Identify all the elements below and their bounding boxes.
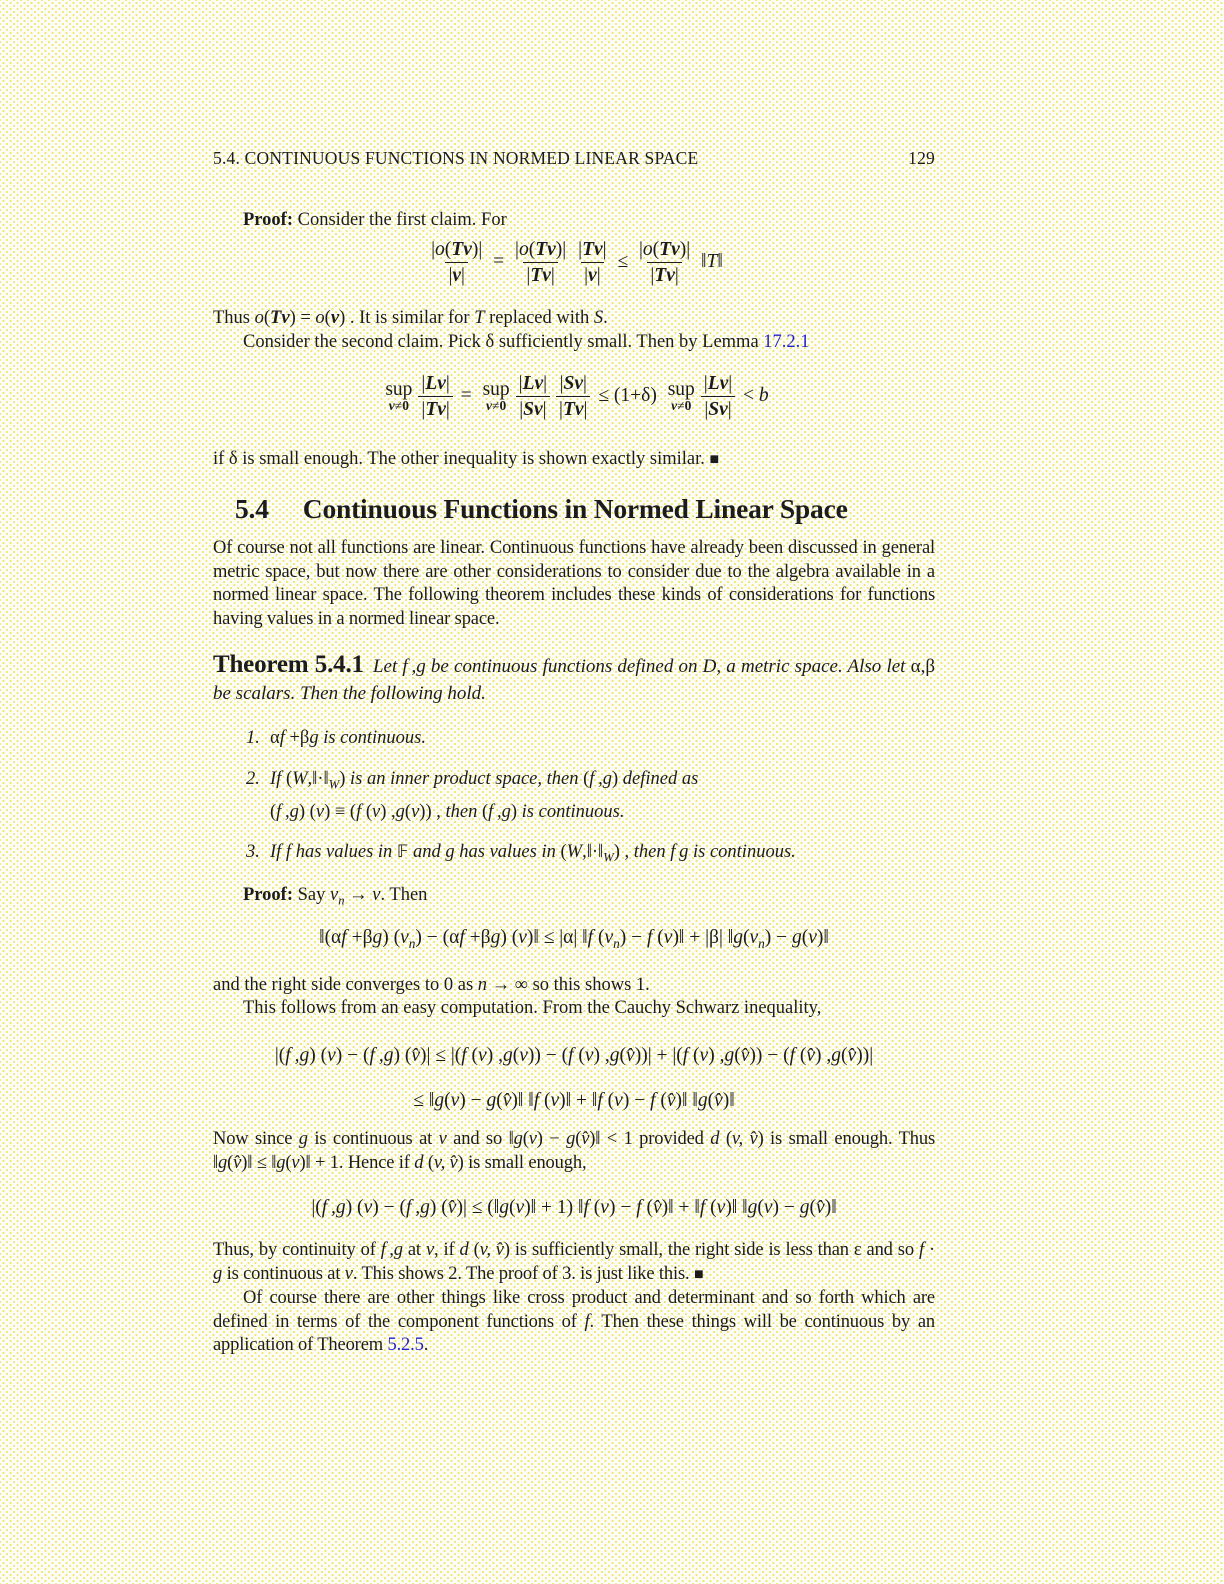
item-text-line-2: (f ,g) (v) ≡ (f (v) ,g(v)) , then (f ,g) is continuous. [270, 801, 625, 822]
section-heading [213, 492, 957, 526]
thus-continuity-paragraph: Thus, by continuity of f ,g at v, if d (v, v̂) is sufficiently small, the right side is less than ε and so f · g is continuous at v. This shows 2. The proof of 3. is just like this. ■ [213, 1240, 935, 1284]
display-equation-final-bound: |(f ,g) (v) − (f ,g) (v̂)| ≤ (‖g(v)‖ + 1) ‖f (v) − f (v̂)‖ + ‖f (v)‖ ‖g(v) − g(v̂)‖ [311, 1197, 837, 1218]
display-equation-inner-product-split: |(f ,g) (v) − (f ,g) (v̂)| ≤ |(f (v) ,g(v)) − (f (v) ,g(v̂))| + |(f (v) ,g(v̂)) − (f (v̂) ,g(v̂))| [274, 1045, 874, 1066]
fraction: $\frac{|Lv|}{|Sv|}$ [701, 371, 735, 422]
display-equation-otv: $\frac{|o(Tv)|}{|v|}$ = $\frac{|o(Tv)|}{|Tv|}$ $\frac{|Tv|}{|v|}$ ≤ $\frac{|o(Tv)|}{|Tv|}$ ‖T‖ [213, 237, 935, 288]
display-equation-norm-bound: ≤ ‖g(v) − g(v̂)‖ ‖f (v)‖ + ‖f (v) − f (v̂)‖ ‖g(v̂)‖ [413, 1090, 735, 1111]
fraction: $\frac{|Lv|}{|Tv|}$ [418, 371, 452, 422]
fraction: $\frac{|o(Tv)|}{|Tv|}$ [515, 239, 567, 286]
cross-product-paragraph: Of course there are other things like cross product and determinant and so forth which are defined in terms of the component functions of f. Then these things will be continuous by an application of Theorem 5.2.5. [213, 1288, 936, 1355]
theorem-item-2 [213, 768, 992, 824]
cross-reference-link[interactable]: 5.2.5 [387, 1335, 424, 1355]
qed-square: ■ [693, 1265, 704, 1283]
section-title: Continuous Functions in Normed Linear Space [302, 493, 848, 524]
right-side-paragraph: and the right side converges to 0 as n → ∞ so this shows 1. [213, 975, 650, 995]
thus-paragraph: Thus o(Tv) = o(v) . It is similar for T replaced with S. [213, 308, 608, 328]
item-label: 3. [246, 842, 260, 862]
cross-reference-link[interactable]: 17.2.1 [763, 332, 810, 352]
sup-operator: sup v≠0 [667, 379, 695, 413]
item-text: If f has values in 𝔽 and g has values in $(W,‖\cdot‖_W)$ , then f g is continuous. [270, 842, 796, 865]
running-head [213, 147, 935, 171]
item-text-line-1: If $(W,‖\cdot‖_W)$ is an inner product space, then (f ,g) defined as [270, 769, 699, 792]
proof-2-paragraph: Proof: Say $v_n \to v$. Then [243, 885, 428, 908]
sup-operator: sup v≠0 [482, 379, 510, 413]
proof-lead-paragraph: Proof: Consider the first claim. For [243, 210, 507, 230]
fraction: $\frac{|o(Tv)|}{|v|}$ [431, 239, 483, 286]
sup-operator: sup v≠0 [385, 379, 413, 413]
theorem-statement: Theorem 5.4.1 Let f ,g be continuous functions defined on D, a metric space. Also let α,β be scalars. Then the following hold. [213, 651, 935, 704]
section-number: 5.4 [235, 493, 269, 524]
item-label: 2. [246, 769, 260, 789]
display-equation-linearity: ‖(αf +βg) $(v_n) - (\alpha f +\beta g)$ (v)‖ ≤ |α| ‖f $(v_n) - f$ (v)‖ + |β| $‖g(v_n)$ − g(v)‖ [319, 927, 829, 951]
page-number: 129 [908, 148, 935, 168]
fraction: $\frac{|Tv|}{|v|}$ [578, 239, 607, 286]
running-head-title: 5.4. CONTINUOUS FUNCTIONS IN NORMED LINEAR SPACE [213, 148, 699, 168]
if-delta-paragraph: if δ is small enough. The other inequality is shown exactly similar. ■ [213, 449, 720, 469]
theorem-item-1 [213, 727, 992, 751]
intro-paragraph: Of course not all functions are linear. Continuous functions have already been discussed in general metric space, but now there are other considerations to consider due to the algebra available in a normed linear space. The following theorem includes these kinds of considerations for functions having values in a normed linear space. [213, 538, 935, 629]
item-text: αf +βg is continuous. [270, 728, 426, 748]
fraction: $\frac{|o(Tv)|}{|Tv|}$ [639, 239, 691, 286]
page-content [213, 0, 935, 1584]
display-equation-sup: sup v≠0 $\frac{|Lv|}{|Tv|}$ = sup v≠0 $\frac{|Lv|}{|Sv|}$ $\frac{|Sv|}{|Tv|}$ ≤ (1+δ) sup v≠0 $\frac{|Lv|}{|Sv|}$ < b [385, 373, 769, 420]
cauchy-schwarz-paragraph: This follows from an easy computation. From the Cauchy Schwarz inequality, [243, 998, 822, 1018]
theorem-item-3 [213, 841, 992, 865]
now-since-paragraph: Now since g is continuous at v and so ‖g(v) − g(v̂)‖ < 1 provided d (v, v̂) is small enough. Thus ‖g(v̂)‖ ≤ ‖g(v)‖ + 1. Hence if d (v, v̂) is small enough, [213, 1129, 935, 1173]
fraction: $\frac{|Sv|}{|Tv|}$ [556, 371, 590, 422]
second-claim-paragraph: Consider the second claim. Pick δ sufficiently small. Then by Lemma 17.2.1 [243, 332, 810, 352]
fraction: $\frac{|Lv|}{|Sv|}$ [516, 371, 550, 422]
qed-square: ■ [709, 451, 720, 468]
item-label: 1. [246, 728, 260, 748]
